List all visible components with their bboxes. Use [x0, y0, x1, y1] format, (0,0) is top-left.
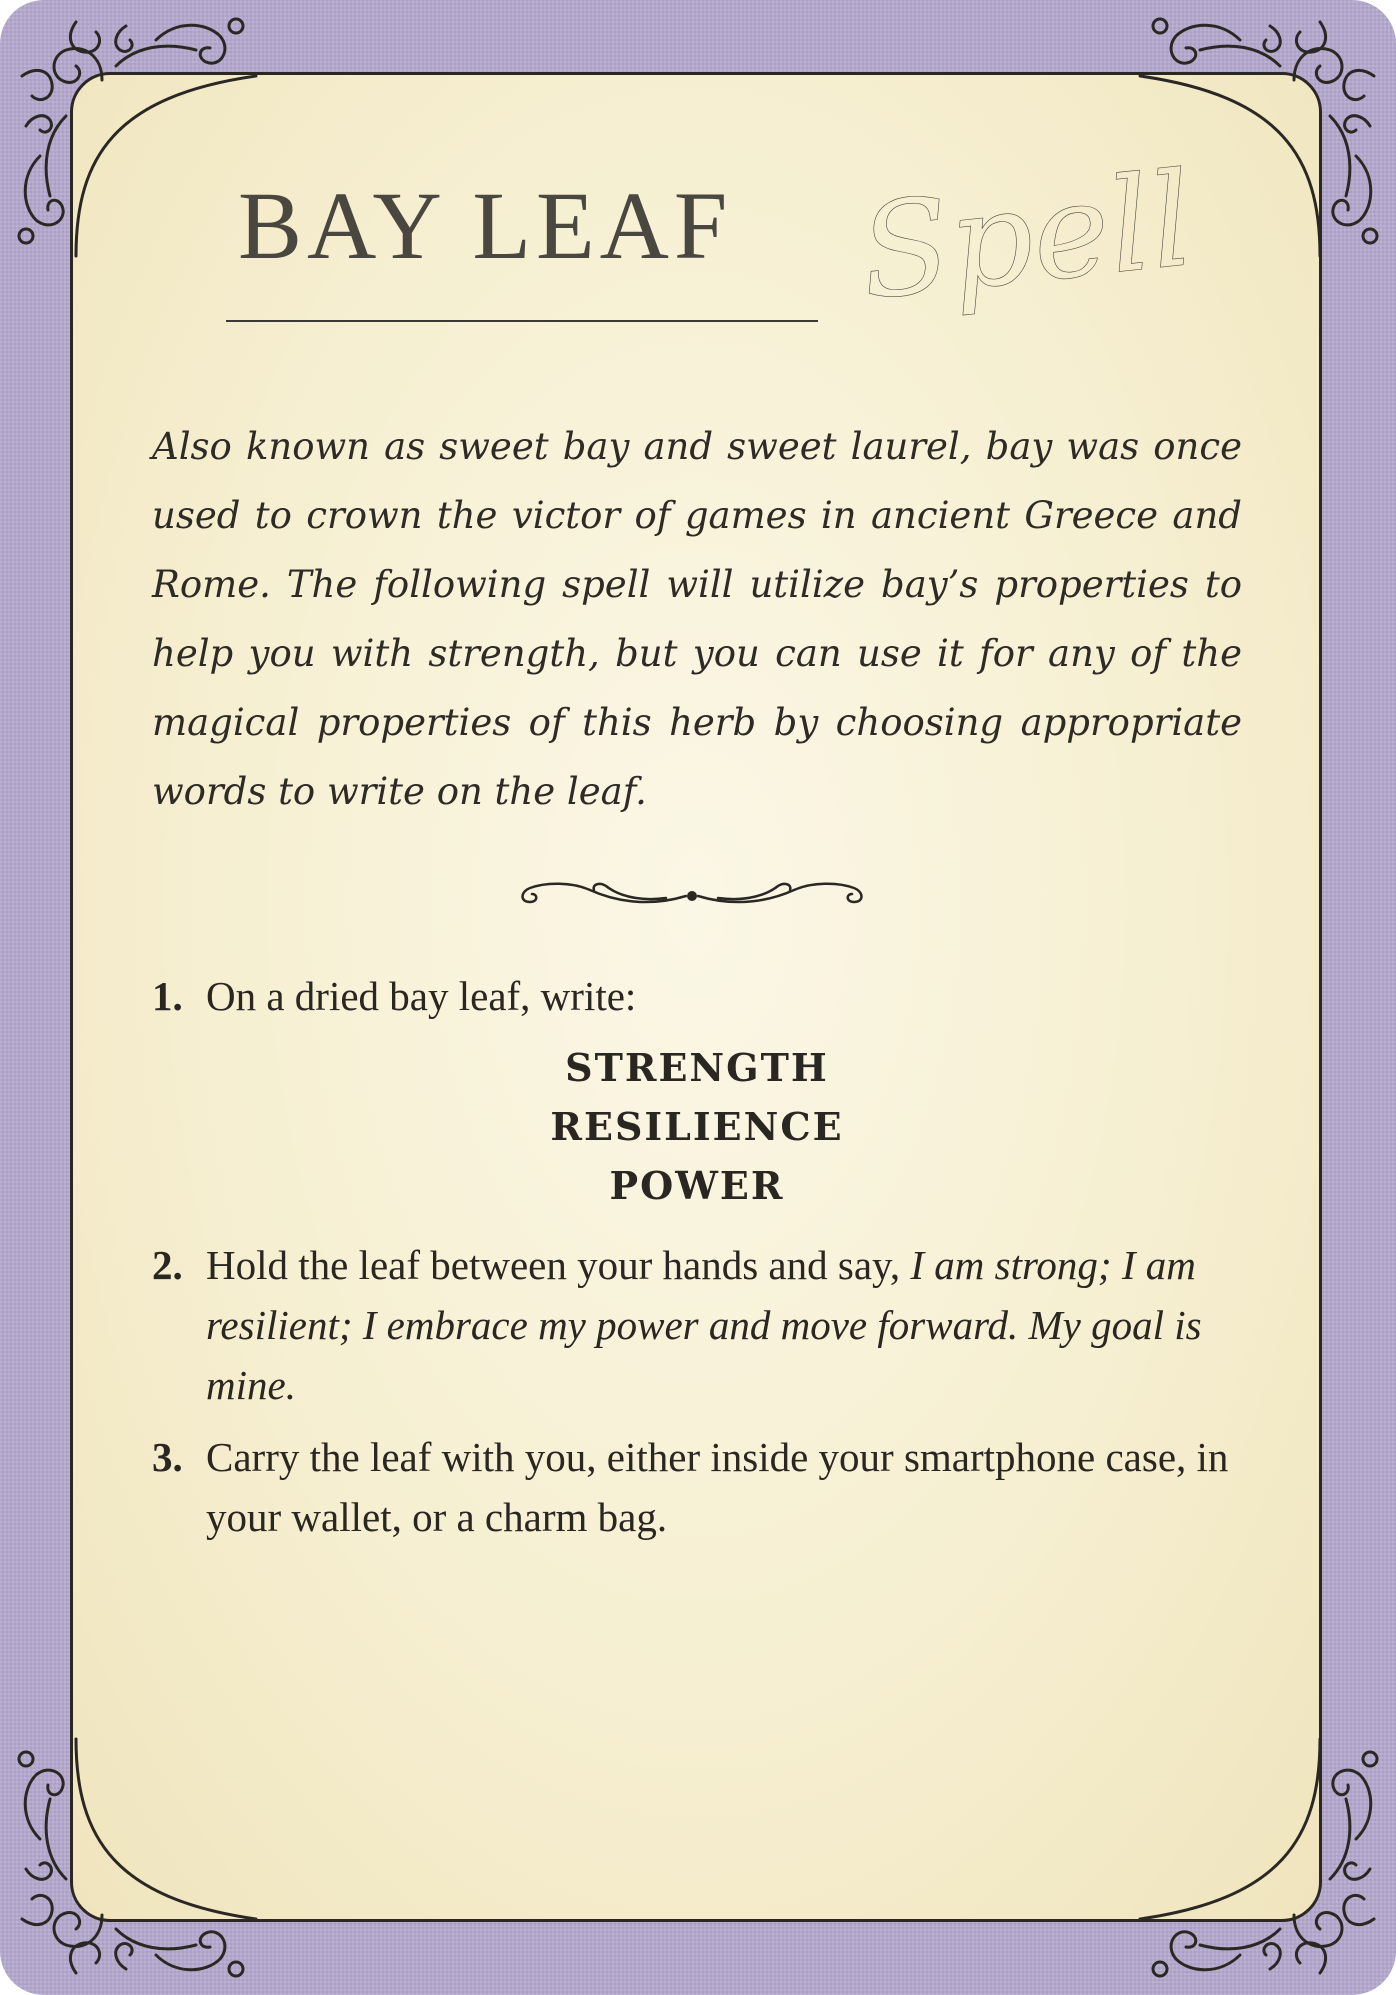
list-item: [152, 966, 1232, 1026]
flourish-divider-icon: [516, 872, 868, 918]
step-emphasis: I am strong; I am resilient; I embrace my power and move forward. My goal is mine.: [206, 1242, 1202, 1408]
step-text: Carry the leaf with you, either inside your smartphone case, in your wallet, or a charm bag.: [206, 1434, 1229, 1540]
list-item: [152, 1427, 1232, 1547]
corner-flourish-icon: [6, 6, 266, 266]
step-text: Hold the leaf between your hands and say,: [206, 1242, 901, 1288]
intro-paragraph: Also known as sweet bay and sweet laurel, bay was once used to crown the victor of games in ancient Greece and Rome. The following spell will utilize bay’s properties to help you with strength, but you can use it for any of the magical properties of this herb by choosing appropriate words to write on the leaf.: [152, 425, 1242, 813]
steps-list: [152, 966, 1232, 1547]
spell-word: POWER: [609, 1163, 785, 1208]
step-number: 2.: [152, 1242, 183, 1288]
corner-flourish-icon: [1130, 1729, 1390, 1989]
spell-word: STRENGTH: [565, 1045, 829, 1090]
list-item: [152, 1235, 1232, 1415]
step-text: On a dried bay leaf, write:: [206, 973, 637, 1019]
corner-flourish-icon: [6, 1729, 266, 1989]
spell-words: [152, 1038, 1242, 1215]
card-title-script: Spell: [853, 143, 1200, 329]
step-number: 3.: [152, 1434, 183, 1480]
spell-word: RESILIENCE: [550, 1104, 844, 1149]
step-number: 1.: [152, 973, 183, 1019]
title-underline: [226, 320, 818, 322]
card-title: BAY LEAF: [238, 172, 733, 279]
